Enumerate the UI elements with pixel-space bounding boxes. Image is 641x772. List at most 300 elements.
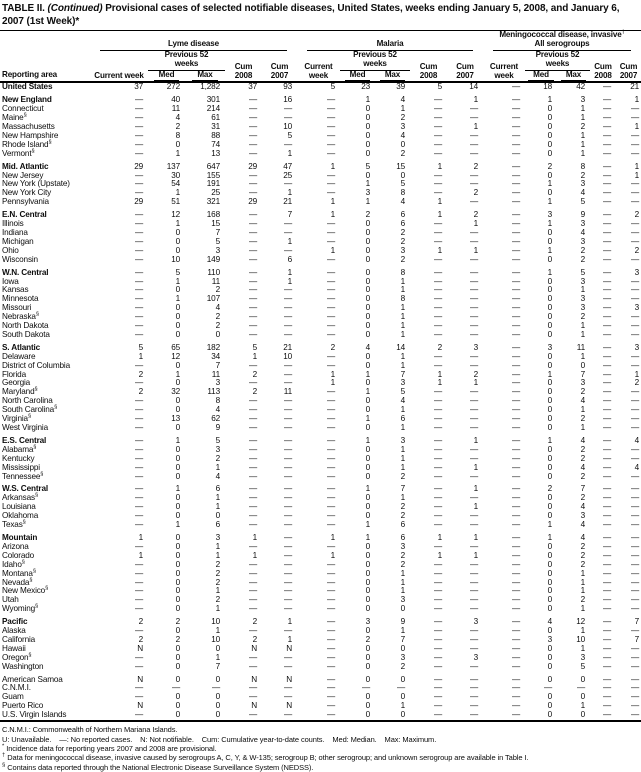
- cell-value: 2: [175, 617, 180, 627]
- cell-value: 110: [207, 267, 220, 277]
- row-label: Colorado: [2, 550, 35, 560]
- cell-value: 32: [171, 387, 180, 397]
- cell-value: 7: [634, 634, 640, 644]
- cell-value: —: [134, 595, 143, 605]
- cell-value: 0: [365, 577, 370, 587]
- cell-value: —: [433, 405, 442, 415]
- cell-value: —: [433, 568, 442, 578]
- cell-value: 1: [437, 378, 442, 388]
- cell-value: —: [326, 396, 335, 406]
- cell-value: —: [248, 245, 257, 255]
- column-header-cum-2008-meningococcal: Cum 2008: [590, 51, 616, 82]
- cell-value: —: [511, 342, 520, 352]
- row-label: Guam: [2, 692, 24, 702]
- cell-value: 29: [134, 197, 143, 207]
- cell-value: —: [511, 122, 520, 132]
- cell-value: —: [283, 692, 292, 702]
- cell-value: 1: [547, 179, 552, 189]
- footnote-section: § Contains data reported through the National Electronic Disease Surveillance System (NEDSS).: [2, 762, 314, 772]
- row-label: Iowa: [2, 276, 19, 286]
- cell-value: 2: [252, 387, 257, 397]
- cell-value: 1: [547, 219, 552, 229]
- cell-value: 7: [215, 227, 220, 237]
- cell-value: 1: [365, 484, 370, 494]
- table-row: [0, 530, 641, 543]
- row-label: Hawaii: [2, 643, 26, 653]
- cell-value: 4: [400, 95, 405, 105]
- footnote-marker: §: [34, 492, 39, 499]
- cell-value: —: [326, 236, 335, 246]
- cell-value: —: [630, 559, 640, 569]
- cell-value: 0: [175, 471, 180, 481]
- cell-value: 2: [330, 342, 335, 352]
- cell-value: —: [248, 188, 257, 198]
- cell-value: —: [602, 161, 611, 171]
- cell-value: —: [248, 710, 257, 720]
- column-header-med-malaria: Med: [340, 70, 375, 82]
- table-row: [0, 552, 641, 561]
- cell-value: —: [326, 559, 335, 569]
- column-header-cum-2007-meningococcal: Cum 2007: [616, 51, 641, 82]
- cell-value: 113: [207, 387, 220, 397]
- cell-value: —: [602, 179, 611, 189]
- cell-value: 0: [365, 130, 370, 140]
- cell-value: —: [326, 423, 335, 433]
- cell-value: 21: [630, 82, 640, 92]
- cell-value: —: [283, 462, 292, 472]
- cell-value: —: [602, 95, 611, 105]
- cell-value: 1: [473, 245, 478, 255]
- cell-value: 3: [547, 634, 552, 644]
- cell-value: 1: [547, 267, 552, 277]
- cell-value: 1: [400, 444, 405, 454]
- cell-value: 2: [580, 170, 585, 180]
- cell-value: 3: [473, 617, 478, 627]
- cell-value: 1: [400, 626, 405, 636]
- cell-value: 2: [215, 453, 220, 463]
- cell-value: —: [134, 405, 143, 415]
- cell-value: 2: [365, 634, 370, 644]
- cell-value: —: [248, 360, 257, 370]
- table-row: [0, 229, 641, 238]
- footnote-marker: §: [23, 112, 27, 119]
- cell-value: 0: [175, 710, 180, 720]
- cell-value: 0: [547, 541, 552, 551]
- cell-value: —: [602, 197, 611, 207]
- cell-value: 1: [215, 493, 220, 503]
- cell-value: 1: [215, 541, 220, 551]
- table-row: [0, 265, 641, 278]
- cell-value: —: [602, 484, 611, 494]
- cell-value: 4: [547, 617, 552, 627]
- cell-value: —: [433, 674, 442, 684]
- cell-value: —: [469, 423, 478, 433]
- cell-value: —: [283, 493, 292, 503]
- cell-value: —: [630, 701, 640, 711]
- row-label: South Carolina§: [2, 404, 58, 415]
- cell-value: 0: [175, 626, 180, 636]
- cell-value: 7: [400, 369, 405, 379]
- cell-value: 1: [287, 148, 292, 158]
- cell-value: 2: [175, 634, 180, 644]
- cell-value: 0: [365, 586, 370, 596]
- cell-value: 0: [580, 360, 585, 370]
- cell-value: —: [602, 360, 611, 370]
- cell-value: —: [433, 329, 442, 339]
- cell-value: 0: [547, 104, 552, 114]
- table-row: [0, 247, 641, 256]
- cell-value: —: [511, 312, 520, 322]
- cell-value: 2: [580, 312, 585, 322]
- cell-value: 11: [576, 342, 585, 352]
- cell-value: 3: [365, 188, 370, 198]
- cell-value: —: [283, 396, 292, 406]
- cell-value: 1: [175, 294, 180, 304]
- cell-value: —: [469, 267, 478, 277]
- cell-value: —: [469, 692, 478, 702]
- column-header-max-meningococcal: Max: [557, 70, 590, 82]
- cell-value: 3: [400, 541, 405, 551]
- cell-value: 1: [175, 369, 180, 379]
- row-label: Pacific: [2, 617, 28, 627]
- table-row: [0, 415, 641, 424]
- cell-value: —: [248, 276, 257, 286]
- cell-value: —: [630, 661, 640, 671]
- row-label: District of Columbia: [2, 360, 70, 370]
- cell-value: —: [283, 520, 292, 530]
- cell-value: 0: [365, 444, 370, 454]
- cell-value: —: [248, 577, 257, 587]
- row-label: Delaware: [2, 351, 36, 361]
- cell-value: 1: [215, 502, 220, 512]
- cell-value: 0: [365, 462, 370, 472]
- table-row: [0, 627, 641, 636]
- cell-value: 2: [580, 387, 585, 397]
- cell-value: —: [134, 276, 143, 286]
- footnote-marker: §: [27, 413, 32, 420]
- cell-value: 1: [330, 161, 335, 171]
- cell-value: 5: [215, 435, 220, 445]
- cell-value: —: [248, 405, 257, 415]
- cell-value: 2: [400, 148, 405, 158]
- table-row: [0, 614, 641, 627]
- cell-value: —: [602, 634, 611, 644]
- cell-value: —: [326, 568, 335, 578]
- cell-value: 1: [330, 210, 335, 220]
- cell-value: —: [602, 312, 611, 322]
- row-label: California: [2, 634, 36, 644]
- cell-value: 2: [215, 559, 220, 569]
- cell-value: 0: [400, 710, 405, 720]
- cell-value: —: [630, 692, 640, 702]
- cell-value: 0: [547, 586, 552, 596]
- row-label: Mississippi: [2, 462, 40, 472]
- cell-value: 3: [215, 444, 220, 454]
- cell-value: —: [630, 471, 640, 481]
- cell-value: 3: [580, 303, 585, 313]
- cell-value: 3: [634, 267, 640, 277]
- cell-value: —: [602, 661, 611, 671]
- row-label: Massachusetts: [2, 122, 55, 132]
- cell-value: —: [602, 342, 611, 352]
- cell-value: —: [248, 285, 257, 295]
- cell-value: 16: [283, 95, 292, 105]
- column-header-previous-52-weeks-meningococcal: Previous 52 weeks: [525, 51, 590, 70]
- cell-value: 10: [211, 634, 220, 644]
- cell-value: 7: [287, 210, 292, 220]
- table-row: [0, 397, 641, 406]
- row-label: South Dakota: [2, 329, 50, 339]
- row-label: Alabama§: [2, 444, 37, 454]
- table-row: [0, 494, 641, 503]
- table-row: [0, 220, 641, 229]
- cell-value: —: [283, 471, 292, 481]
- cell-value: —: [326, 541, 335, 551]
- table-row: [0, 433, 641, 446]
- row-label: Kentucky: [2, 453, 35, 463]
- cell-value: —: [602, 210, 611, 220]
- cell-value: —: [283, 414, 292, 424]
- cell-value: 0: [175, 661, 180, 671]
- cell-value: 40: [171, 95, 180, 105]
- cell-value: —: [283, 453, 292, 463]
- cell-value: 3: [547, 342, 552, 352]
- cell-value: —: [511, 113, 520, 123]
- footnote-marker: §: [40, 470, 44, 477]
- table-row: [0, 503, 641, 512]
- cell-value: 1: [400, 493, 405, 503]
- footnote-marker: §: [29, 576, 33, 583]
- table-title-text: Provisional cases of selected notifiable diseases, United States, weeks ending January 5, 2008, and January 6, 2007 (1st Week)*: [2, 3, 620, 27]
- row-label: Illinois: [2, 219, 24, 229]
- cell-value: 1: [400, 360, 405, 370]
- cell-value: 7: [400, 634, 405, 644]
- cell-value: —: [630, 294, 640, 304]
- cell-value: —: [283, 577, 292, 587]
- cell-value: 74: [211, 139, 220, 149]
- cell-value: —: [326, 387, 335, 397]
- row-label: New York (Upstate): [2, 179, 70, 189]
- cell-value: 0: [365, 170, 370, 180]
- cell-value: —: [602, 82, 611, 92]
- cell-value: —: [576, 683, 585, 693]
- cell-value: 0: [365, 405, 370, 415]
- cell-value: —: [248, 423, 257, 433]
- cell-value: 9: [580, 210, 585, 220]
- cell-value: 0: [175, 378, 180, 388]
- cell-value: —: [134, 321, 143, 331]
- table-row: [0, 123, 641, 132]
- cell-value: 0: [175, 559, 180, 569]
- cell-value: —: [326, 674, 335, 684]
- cell-value: 0: [547, 130, 552, 140]
- cell-value: 1: [365, 179, 370, 189]
- cell-value: 0: [547, 511, 552, 521]
- cell-value: —: [511, 303, 520, 313]
- cell-value: 8: [400, 267, 405, 277]
- cell-value: —: [326, 179, 335, 189]
- cell-value: —: [326, 351, 335, 361]
- cell-value: —: [630, 396, 640, 406]
- cell-value: N: [137, 643, 143, 653]
- cell-value: —: [134, 493, 143, 503]
- cell-value: —: [630, 541, 640, 551]
- row-label: Indiana: [2, 227, 28, 237]
- cell-value: —: [326, 188, 335, 198]
- cell-value: 1: [215, 550, 220, 560]
- table-row: [0, 455, 641, 464]
- cell-value: 25: [283, 170, 292, 180]
- cell-value: 23: [361, 82, 370, 92]
- cell-value: 3: [215, 532, 220, 542]
- cell-value: —: [602, 502, 611, 512]
- row-label: Washington: [2, 661, 44, 671]
- cell-value: 1: [400, 462, 405, 472]
- cell-value: —: [602, 701, 611, 711]
- cell-value: 1: [400, 405, 405, 415]
- cell-value: 0: [175, 405, 180, 415]
- cell-value: —: [248, 236, 257, 246]
- cell-value: 1: [437, 550, 442, 560]
- table-row: [0, 331, 641, 340]
- cell-value: —: [630, 254, 640, 264]
- cell-value: —: [469, 148, 478, 158]
- cell-value: —: [326, 511, 335, 521]
- cell-value: —: [433, 692, 442, 702]
- cell-value: —: [511, 245, 520, 255]
- row-label: Louisiana: [2, 502, 36, 512]
- cell-value: 11: [283, 387, 292, 397]
- cell-value: —: [469, 643, 478, 653]
- cell-value: —: [469, 710, 478, 720]
- cell-value: 4: [580, 502, 585, 512]
- cell-value: —: [326, 617, 335, 627]
- cell-value: 155: [206, 170, 220, 180]
- cell-value: 1: [400, 351, 405, 361]
- cell-value: 0: [175, 360, 180, 370]
- cell-value: —: [248, 139, 257, 149]
- cell-value: 13: [171, 414, 180, 424]
- row-label: New Hampshire: [2, 130, 59, 140]
- cell-value: —: [511, 139, 520, 149]
- cell-value: —: [134, 303, 143, 313]
- cell-value: 1: [437, 210, 442, 220]
- cell-value: —: [602, 520, 611, 530]
- cell-value: 0: [175, 321, 180, 331]
- cell-value: —: [630, 520, 640, 530]
- cell-value: —: [433, 661, 442, 671]
- cell-value: —: [511, 387, 520, 397]
- cell-value: —: [469, 139, 478, 149]
- cell-value: 301: [206, 95, 220, 105]
- cell-value: —: [326, 267, 335, 277]
- cell-value: —: [602, 276, 611, 286]
- cell-value: 0: [365, 595, 370, 605]
- cell-value: 0: [365, 471, 370, 481]
- cell-value: —: [602, 378, 611, 388]
- cell-value: —: [433, 617, 442, 627]
- cell-value: 1: [437, 245, 442, 255]
- cell-value: —: [433, 104, 442, 114]
- cell-value: 3: [580, 511, 585, 521]
- cell-value: —: [602, 321, 611, 331]
- cell-value: —: [326, 520, 335, 530]
- cell-value: —: [602, 236, 611, 246]
- cell-value: —: [630, 423, 640, 433]
- cell-value: 0: [547, 604, 552, 614]
- cell-value: —: [469, 471, 478, 481]
- cell-value: 0: [365, 329, 370, 339]
- cell-value: 0: [547, 227, 552, 237]
- cell-value: 2: [252, 617, 257, 627]
- cell-value: 2: [473, 210, 478, 220]
- cell-value: 3: [580, 276, 585, 286]
- cell-value: —: [469, 360, 478, 370]
- cell-value: 0: [547, 502, 552, 512]
- cell-value: 15: [396, 161, 405, 171]
- cell-value: —: [469, 387, 478, 397]
- cell-value: 2: [400, 254, 405, 264]
- cell-value: —: [630, 674, 640, 684]
- cell-value: 0: [547, 462, 552, 472]
- cell-value: 0: [365, 559, 370, 569]
- cell-value: —: [511, 692, 520, 702]
- cell-value: —: [134, 170, 143, 180]
- cell-value: —: [248, 471, 257, 481]
- cell-value: —: [511, 197, 520, 207]
- cell-value: —: [511, 82, 520, 92]
- row-label: Florida: [2, 369, 26, 379]
- cell-value: 1: [580, 423, 585, 433]
- cell-value: 2: [215, 595, 220, 605]
- footnote-marker: §: [35, 603, 39, 610]
- cell-value: —: [433, 710, 442, 720]
- cell-value: 2: [580, 453, 585, 463]
- cell-value: 1: [175, 484, 180, 494]
- cell-value: 0: [547, 170, 552, 180]
- cell-value: 4: [215, 471, 220, 481]
- cell-value: —: [630, 568, 640, 578]
- row-label: Alaska: [2, 626, 26, 636]
- cell-value: 12: [171, 351, 180, 361]
- cell-value: 0: [175, 577, 180, 587]
- cell-value: 0: [365, 312, 370, 322]
- cell-value: —: [511, 444, 520, 454]
- cell-value: —: [433, 502, 442, 512]
- cell-value: —: [511, 148, 520, 158]
- cell-value: 647: [206, 161, 220, 171]
- cell-value: 1: [437, 369, 442, 379]
- cell-value: —: [511, 493, 520, 503]
- cell-value: 14: [469, 82, 478, 92]
- cell-value: 8: [175, 130, 180, 140]
- cell-value: —: [326, 321, 335, 331]
- cell-value: —: [630, 387, 640, 397]
- cell-value: 0: [547, 701, 552, 711]
- cell-value: —: [134, 453, 143, 463]
- row-label: Minnesota: [2, 294, 39, 304]
- cell-value: 4: [580, 396, 585, 406]
- cell-value: 1: [400, 285, 405, 295]
- cell-value: —: [283, 113, 292, 123]
- table-row: [0, 596, 641, 605]
- cell-value: —: [602, 652, 611, 662]
- cell-value: —: [602, 511, 611, 521]
- column-header-reporting-area: Reporting area: [0, 31, 90, 82]
- cell-value: 1: [473, 532, 478, 542]
- cell-value: —: [511, 435, 520, 445]
- column-header-max-lyme: Max: [185, 70, 225, 82]
